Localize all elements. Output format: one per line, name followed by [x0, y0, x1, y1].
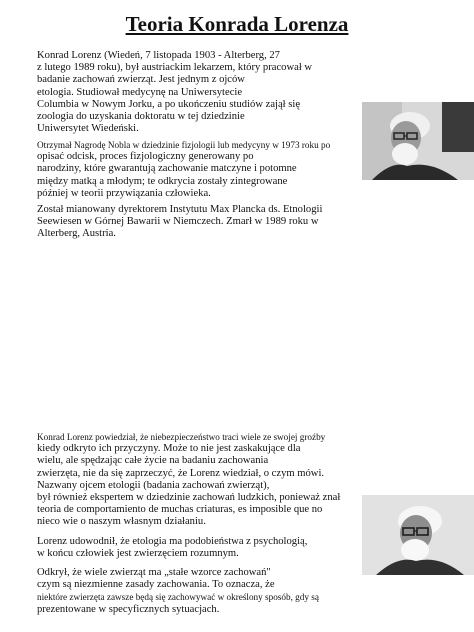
text-line: niektóre zwierzęta zawsze będą się zachowywać w określony sposób, gdy są [37, 592, 319, 603]
text-line: etologia. Studiował medycynę na Uniwersytecie [37, 86, 243, 98]
text-line: opisać odcisk, proces fizjologiczny generowany po [37, 151, 254, 163]
text-line: Odkrył, że wiele zwierząt ma „stałe wzorce zachowań" [37, 567, 271, 578]
text-line: Otrzymał Nagrodę Nobla w dziedzinie fizjologii lub medycyny w 1973 roku po [37, 140, 331, 150]
text-line: zwierzęta, nie da się zaprzeczyć, że Lorenz wiedział, o czym mówi. [37, 467, 325, 479]
patterns-paragraph [37, 567, 319, 616]
text-line: między matką a młodym; te odkrycia zostały zintegrowane [37, 175, 288, 187]
text-line: Alterberg, Austria. [37, 228, 116, 240]
danger-paragraph [37, 431, 340, 529]
text-line: narodziny, które gwarantują zachowanie matczyne i potomne [37, 163, 297, 175]
bio-paragraph [37, 50, 312, 135]
text-line: z lutego 1989 roku), był austriackim lekarzem, który pracował w [37, 62, 313, 74]
institute-paragraph [37, 204, 322, 241]
text-line: Konrad Lorenz (Wiedeń, 7 listopada 1903 - Alterberg, 27 [37, 50, 280, 61]
text-line: był również ekspertem w dziedzinie zachowań ludzkich, ponieważ znał [37, 492, 341, 504]
text-line: Seewiesen w Górnej Bawarii w Niemczech. Zmarł w 1989 roku w [37, 216, 319, 228]
nobel-paragraph [37, 139, 330, 200]
text-line: Konrad Lorenz powiedział, że niebezpieczeństwo traci wiele ze swojej groźby [37, 432, 326, 442]
lorenz-portrait-photo [362, 102, 474, 180]
ethology-paragraph [37, 536, 307, 560]
text-line: Lorenz udowodnił, że etologia ma podobieństwa z psychologią, [37, 536, 308, 547]
text-line: Columbia w Nowym Jorku, a po ukończeniu studiów zajął się [37, 98, 301, 110]
text-line: Został mianowany dyrektorem Instytutu Max Plancka ds. Etnologii [37, 204, 323, 215]
page-title: Teoria Konrada Lorenza [125, 12, 349, 36]
text-line: teoria de comportamiento de muchas criaturas, es imposible que no [37, 504, 323, 516]
text-line: później w teorii przywiązania człowieka. [37, 187, 211, 199]
text-line: prezentowane w specyficznych sytuacjach. [37, 603, 220, 615]
text-line: Nazwany ojcem etologii (badania zachowań zwierząt), [37, 479, 270, 491]
text-line: wielu, ale spędzając całe życie na badaniu zachowania [37, 455, 269, 467]
text-line: Uniwersytet Wiedeński. [37, 123, 139, 135]
lorenz-smiling-photo [362, 495, 474, 575]
text-line: kiedy odkryto ich przyczyny. Może to nie jest zaskakujące dla [37, 443, 301, 455]
text-line: zoologia do uzyskania doktoratu w tej dziedzinie [37, 111, 245, 123]
text-line: czym są niezmienne zasady zachowania. To oznacza, że [37, 579, 275, 591]
text-line: w końcu człowiek jest zwierzęciem rozumnym. [37, 548, 239, 560]
text-line: nieco wie o naszym własnym działaniu. [37, 516, 206, 528]
text-line: badanie zachowań zwierząt. Jest jednym z ojców [37, 74, 245, 86]
